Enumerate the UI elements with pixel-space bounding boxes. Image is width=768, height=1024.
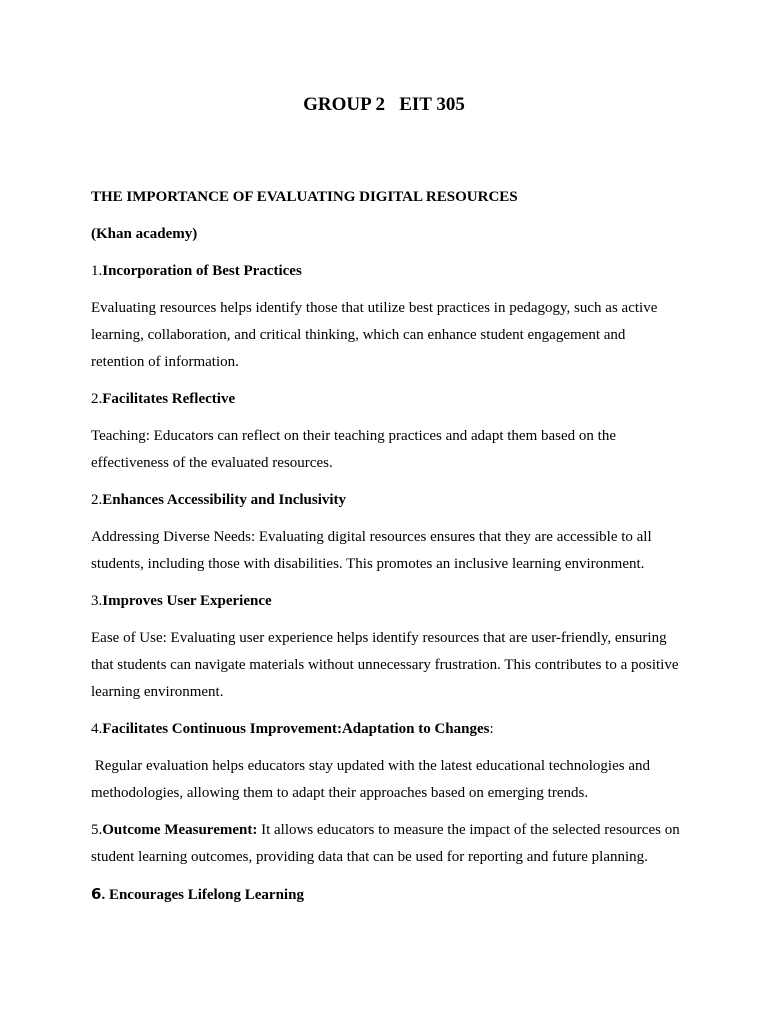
section-body: Evaluating resources helps identify those that utilize best practices in pedagogy, such as active learning, collaboration, and critical thinking, which can enhance student engagement and retention of information. bbox=[91, 300, 658, 370]
section-title: . Encourages Lifelong Learning bbox=[101, 887, 304, 903]
document-subheading: (Khan academy) bbox=[91, 226, 198, 242]
document-title: GROUP 2 EIT 305 bbox=[303, 94, 465, 115]
section-number: 1. bbox=[91, 263, 103, 279]
section-body: Ease of Use: Evaluating user experience helps identify resources that are user-friendly, ensuring that students can navigate materials without unnecessary frustration. This contributes to a positive learning environment. bbox=[91, 630, 679, 700]
section-number: 3. bbox=[91, 593, 103, 609]
section-number: 5. bbox=[91, 822, 103, 838]
section-title: Enhances Accessibility and Inclusivity bbox=[102, 492, 347, 508]
section-title: Incorporation of Best Practices bbox=[102, 263, 302, 279]
section-heading bbox=[91, 487, 681, 514]
section-body: Addressing Diverse Needs: Evaluating digital resources ensures that they are accessible to all students, including those with disabilities. This promotes an inclusive learning environment. bbox=[91, 529, 652, 572]
document-heading: THE IMPORTANCE OF EVALUATING DIGITAL RESOURCES bbox=[91, 189, 518, 205]
section-body: Teaching: Educators can reflect on their teaching practices and adapt them based on the effectiveness of the evaluated resources. bbox=[91, 428, 616, 471]
section-inline-body: It allows educators to measure the impact of the selected resources on student learning outcomes, providing data that can be used for reporting and future planning. bbox=[91, 822, 680, 865]
section-title: Facilitates Continuous Improvement:Adaptation to Changes bbox=[102, 721, 490, 737]
section-number: 2. bbox=[91, 492, 103, 508]
section-number: 6 bbox=[91, 885, 102, 903]
section-heading bbox=[91, 588, 681, 615]
section-heading bbox=[91, 386, 681, 413]
section-heading bbox=[91, 881, 681, 909]
section-number: 4. bbox=[91, 721, 103, 737]
section-title: Improves User Experience bbox=[102, 593, 272, 609]
section-body: Regular evaluation helps educators stay updated with the latest educational technologies and methodologies, allowing them to adapt their approaches based on emerging trends. bbox=[91, 758, 654, 801]
section-title-suffix: : bbox=[489, 721, 494, 737]
section-heading bbox=[91, 716, 681, 743]
section-paragraph bbox=[91, 817, 681, 871]
document-body bbox=[91, 184, 681, 919]
section-title: Facilitates Reflective bbox=[102, 391, 236, 407]
section-number: 2. bbox=[91, 391, 103, 407]
section-heading bbox=[91, 258, 681, 285]
section-title: Outcome Measurement: bbox=[102, 822, 258, 838]
